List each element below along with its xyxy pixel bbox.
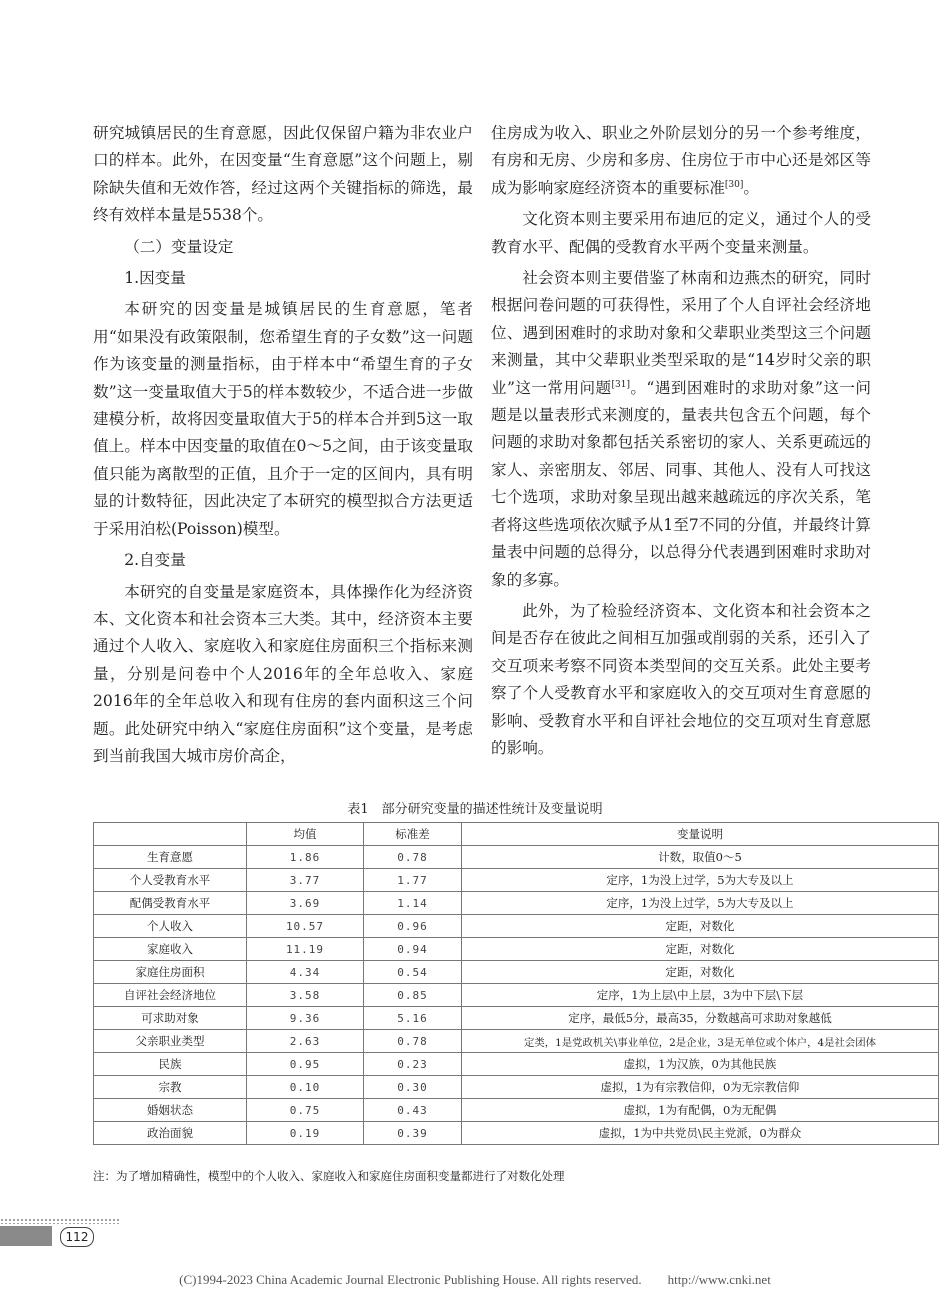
header-cell: 标准差 xyxy=(364,823,462,846)
table-title: 表1 部分研究变量的描述性统计及变量说明 xyxy=(347,802,603,817)
mean-cell: 9.36 xyxy=(247,1007,364,1030)
copyright-footer: (C)1994-2023 China Academic Journal Electronic Publishing House. All rights reserved. http://www.cnki.net xyxy=(179,1272,771,1287)
table-row xyxy=(94,1053,939,1076)
sd-cell: 0.94 xyxy=(364,938,462,961)
mean-cell: 11.19 xyxy=(247,938,364,961)
table-row xyxy=(94,869,939,892)
header-cell xyxy=(94,823,247,846)
mean-cell: 0.95 xyxy=(247,1053,364,1076)
mean-cell: 3.58 xyxy=(247,984,364,1007)
sd-cell: 5.16 xyxy=(364,1007,462,1030)
mean-cell: 0.10 xyxy=(247,1076,364,1099)
variable-cell: 婚姻状态 xyxy=(94,1099,247,1122)
left-paragraph-1: 研究城镇居民的生育意愿，因此仅保留户籍为非农业户口的样本。此外，在因变量“生育意愿”这个问题上，剔除缺失值和无效作答，经过这两个关键指标的筛选，最终有效样本量是5538个。 xyxy=(93,124,473,225)
sd-cell: 0.39 xyxy=(364,1122,462,1145)
variable-cell: 可求助对象 xyxy=(94,1007,247,1030)
variable-cell: 家庭收入 xyxy=(94,938,247,961)
page-number-bar xyxy=(0,1226,52,1246)
mean-cell: 3.69 xyxy=(247,892,364,915)
table-header-row xyxy=(94,823,939,846)
sd-cell: 0.96 xyxy=(364,915,462,938)
description-cell: 定序，最低5分，最高35，分数越高可求助对象越低 xyxy=(462,1007,939,1030)
sd-cell: 0.43 xyxy=(364,1099,462,1122)
sd-cell: 1.77 xyxy=(364,869,462,892)
left-paragraph-2: 本研究的因变量是城镇居民的生育意愿，笔者用“如果没有政策限制，您希望生育的子女数”这一问题作为该变量的测量指标，由于样本中“希望生育的子女数”这一变量取值大于5的样本数较少，不适合进一步做建模分析，故将因变量取值大于5的样本合并到5这一取值上。样本中因变量的取值在0～5之间，由于该变量取值只能为离散型的正值，且介于一定的区间内，具有明显的计数特征，因此决定了本研究的模型拟合方法更适于采用泊松(Poisson)模型。 xyxy=(93,300,473,538)
right-paragraph-1-end: 。 xyxy=(743,178,760,197)
table-row xyxy=(94,961,939,984)
section-heading-variables: （二）变量设定 xyxy=(124,237,234,256)
table-row xyxy=(94,984,939,1007)
mean-cell: 4.34 xyxy=(247,961,364,984)
header-cell: 变量说明 xyxy=(462,823,939,846)
table-row xyxy=(94,892,939,915)
table-row xyxy=(94,1099,939,1122)
table-note: 注：为了增加精确性，模型中的个人收入、家庭收入和家庭住房面积变量都进行了对数化处理 xyxy=(93,1169,565,1183)
description-cell: 定序，1为上层\中上层，3为中下层\下层 xyxy=(462,984,939,1007)
table-row xyxy=(94,938,939,961)
right-column xyxy=(491,120,871,762)
left-paragraph-3: 本研究的自变量是家庭资本，具体操作化为经济资本、文化资本和社会资本三大类。其中，经济资本主要通过个人收入、家庭收入和家庭住房面积三个指标来测量，分别是问卷中个人2016年的全年总收入、家庭2016年的全年总收入和现有住房的套内面积这三个问题。此处研究中纳入“家庭住房面积”这个变量，是考虑到当前我国大城市房价高企， xyxy=(93,582,473,765)
citation-30: [30] xyxy=(724,179,744,190)
mean-cell: 0.75 xyxy=(247,1099,364,1122)
description-cell: 定序，1为没上过学，5为大专及以上 xyxy=(462,869,939,892)
table-row xyxy=(94,846,939,869)
description-cell: 虚拟，1为汉族，0为其他民族 xyxy=(462,1053,939,1076)
variable-cell: 政治面貌 xyxy=(94,1122,247,1145)
descriptive-statistics-table xyxy=(93,822,939,1145)
left-column xyxy=(93,120,473,770)
sd-cell: 0.85 xyxy=(364,984,462,1007)
subheading-dependent-variable: 1.因变量 xyxy=(124,269,186,288)
mean-cell: 0.19 xyxy=(247,1122,364,1145)
mean-cell: 1.86 xyxy=(247,846,364,869)
right-paragraph-4: 此外，为了检验经济资本、文化资本和社会资本之间是否存在彼此之间相互加强或削弱的关系，还引入了交互项来考察不同资本类型间的交互关系。此处主要考察了个人受教育水平和家庭收入的交互项对生育意愿的影响、受教育水平和自评社会地位的交互项对生育意愿的影响。 xyxy=(491,601,871,757)
sd-cell: 0.78 xyxy=(364,846,462,869)
right-paragraph-3-text-a: 社会资本则主要借鉴了林南和边燕杰的研究，同时根据问卷问题的可获得性，采用了个人自评社会经济地位、遇到困难时的求助对象和父辈职业类型这三个问题来测量，其中父辈职业类型采取的是“14岁时父亲的职业”这一常用问题 xyxy=(491,269,871,397)
table-row xyxy=(94,1007,939,1030)
description-cell: 定类，1是党政机关\事业单位，2是企业，3是无单位或个体户，4是社会团体 xyxy=(462,1030,939,1053)
variable-cell: 个人收入 xyxy=(94,915,247,938)
description-cell: 定距，对数化 xyxy=(462,938,939,961)
variable-cell: 父亲职业类型 xyxy=(94,1030,247,1053)
table-row xyxy=(94,1030,939,1053)
description-cell: 虚拟，1为有配偶，0为无配偶 xyxy=(462,1099,939,1122)
sd-cell: 0.54 xyxy=(364,961,462,984)
description-cell: 计数，取值0～5 xyxy=(462,846,939,869)
sd-cell: 0.30 xyxy=(364,1076,462,1099)
citation-31: [31] xyxy=(611,379,630,390)
sd-cell: 1.14 xyxy=(364,892,462,915)
right-paragraph-2: 文化资本则主要采用布迪厄的定义，通过个人的受教育水平、配偶的受教育水平两个变量来测量。 xyxy=(491,210,871,256)
table-row xyxy=(94,915,939,938)
page-number: 112 xyxy=(60,1227,94,1247)
table-row xyxy=(94,1122,939,1145)
right-paragraph-1 xyxy=(491,120,871,202)
variable-cell: 生育意愿 xyxy=(94,846,247,869)
description-cell: 虚拟，1为中共党员\民主党派，0为群众 xyxy=(462,1122,939,1145)
variable-cell: 宗教 xyxy=(94,1076,247,1099)
description-cell: 定序，1为没上过学，5为大专及以上 xyxy=(462,892,939,915)
variable-cell: 民族 xyxy=(94,1053,247,1076)
variable-cell: 家庭住房面积 xyxy=(94,961,247,984)
right-paragraph-1-text: 住房成为收入、职业之外阶层划分的另一个参考维度，有房和无房、少房和多房、住房位于市中心还是郊区等成为影响家庭经济资本的重要标准 xyxy=(491,124,871,197)
description-cell: 定距，对数化 xyxy=(462,961,939,984)
mean-cell: 2.63 xyxy=(247,1030,364,1053)
header-cell: 均值 xyxy=(247,823,364,846)
subheading-independent-variable: 2.自变量 xyxy=(124,551,186,570)
table-row xyxy=(94,1076,939,1099)
variable-cell: 个人受教育水平 xyxy=(94,869,247,892)
sd-cell: 0.23 xyxy=(364,1053,462,1076)
right-paragraph-3-text-b: 。“遇到困难时的求助对象”这一问题是以量表形式来测度的，量表共包含五个问题，每个问题的求助对象都包括关系密切的家人、关系更疏远的家人、亲密朋友、邻居、同事、其他人、没有人可找这七个选项，求助对象呈现出越来越疏远的序次关系，笔者将这些选项依次赋予从1至7不同的分值，并最终计算量表中问题的总得分，以总得分代表遇到困难时求助对象的多寡。 xyxy=(491,378,871,589)
variable-cell: 自评社会经济地位 xyxy=(94,984,247,1007)
mean-cell: 10.57 xyxy=(247,915,364,938)
variable-cell: 配偶受教育水平 xyxy=(94,892,247,915)
description-cell: 定距，对数化 xyxy=(462,915,939,938)
mean-cell: 3.77 xyxy=(247,869,364,892)
dotted-decoration xyxy=(0,1218,120,1224)
description-cell: 虚拟，1为有宗教信仰，0为无宗教信仰 xyxy=(462,1076,939,1099)
sd-cell: 0.78 xyxy=(364,1030,462,1053)
right-paragraph-3 xyxy=(491,265,871,594)
